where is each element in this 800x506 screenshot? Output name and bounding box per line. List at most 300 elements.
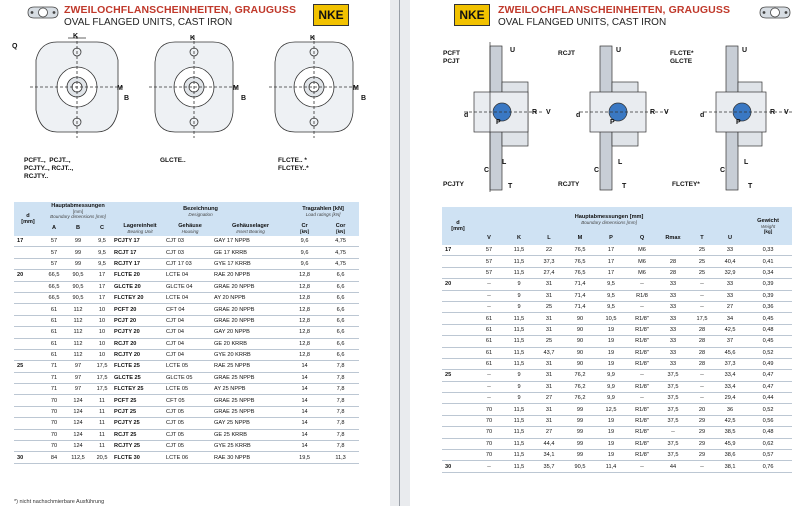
cell-cr: 12,8 — [287, 304, 322, 315]
cell-a: 70 — [42, 406, 66, 417]
cell-v: -- — [474, 461, 504, 472]
cell-a: 61 — [42, 327, 66, 338]
cell-l: 31 — [534, 415, 564, 426]
cell-k: 11,5 — [504, 358, 534, 369]
cell-p: 19 — [596, 358, 626, 369]
cell-b: 112 — [66, 315, 90, 326]
cell-q: M6 — [626, 267, 658, 278]
cell-m: 90 — [564, 313, 596, 324]
cell-v: -- — [474, 301, 504, 312]
cell-housing: CJT 04 — [166, 349, 214, 360]
sec1-dim-v: V — [546, 109, 551, 116]
cell-q: R1/8" — [626, 450, 658, 461]
cell-housing: GLCTE 05 — [166, 372, 214, 383]
cell-b: 124 — [66, 429, 90, 440]
sec1-dim-p: P — [496, 119, 501, 126]
cell-a: 57 — [42, 258, 66, 269]
cell-k: 11,5 — [504, 324, 534, 335]
table-row — [14, 327, 359, 338]
cell-u: 33 — [716, 279, 744, 290]
table-row — [442, 336, 792, 347]
cell-u: 40,4 — [716, 256, 744, 267]
cell-weight: 0,34 — [744, 267, 792, 278]
cell-d — [442, 301, 474, 312]
col-unit-header: Lagereinheit Bearing Unit — [114, 220, 166, 236]
cell-b: 112 — [66, 327, 90, 338]
cell-b: 124 — [66, 406, 90, 417]
col-a-header: A — [42, 220, 66, 236]
cell-q: R1/8" — [626, 381, 658, 392]
table-row — [14, 418, 359, 429]
cell-u: 33 — [716, 245, 744, 256]
table-row — [14, 452, 359, 463]
table-row — [14, 281, 359, 292]
cell-insert: GRAE 20 NPPB — [214, 315, 287, 326]
cell-t: 20 — [688, 404, 716, 415]
table-row — [14, 315, 359, 326]
table-row — [14, 338, 359, 349]
cell-l: 25 — [534, 301, 564, 312]
cell-u: 37,3 — [716, 358, 744, 369]
cell-unit: PCJT 25 — [114, 406, 166, 417]
table-row — [14, 406, 359, 417]
cell-cor: 7,8 — [322, 418, 359, 429]
cell-cr: 14 — [287, 361, 322, 372]
cell-q: R1/8 — [626, 290, 658, 301]
cell-p: 19 — [596, 438, 626, 449]
cell-cor: 7,8 — [322, 406, 359, 417]
cell-rmax: 37,5 — [658, 438, 688, 449]
r-col-l-header: L — [534, 231, 564, 245]
cell-insert: GYE 17 KRRB — [214, 258, 287, 269]
page-title-de-right: ZWEILOCHFLANSCHEINHEITEN, GRAUGUSS — [498, 4, 731, 16]
cell-t: 28 — [688, 347, 716, 358]
cell-cor: 6,6 — [322, 304, 359, 315]
fig1-dim-m: M — [117, 85, 123, 92]
cell-unit: FLCTEY 25 — [114, 384, 166, 395]
col-cor-header: Cor [kN] — [322, 220, 359, 236]
cell-insert: GYE 20 KRRB — [214, 349, 287, 360]
cell-weight: 0,47 — [744, 381, 792, 392]
cell-q: -- — [626, 279, 658, 290]
nke-logo: NKE — [313, 4, 349, 26]
table-row — [14, 372, 359, 383]
cell-c: 10 — [90, 327, 114, 338]
r-col-v-header: V — [474, 231, 504, 245]
cell-d: 30 — [442, 461, 474, 472]
cell-cr: 14 — [287, 384, 322, 395]
cell-cor: 7,8 — [322, 372, 359, 383]
cell-cr: 9,6 — [287, 258, 322, 269]
cell-v: 61 — [474, 358, 504, 369]
cell-housing: CFT 05 — [166, 395, 214, 406]
cell-l: 27 — [534, 427, 564, 438]
sec3-label-bottom: FLCTEY* — [672, 181, 700, 188]
sec1-dim-u: U — [510, 47, 516, 54]
sec2-dim-d: d — [576, 112, 581, 119]
cell-rmax: 37,5 — [658, 450, 688, 461]
cell-a: 66,5 — [42, 270, 66, 281]
cell-m: 71,4 — [564, 301, 596, 312]
cell-a: 70 — [42, 395, 66, 406]
cell-d — [14, 372, 42, 383]
cell-a: 61 — [42, 315, 66, 326]
title-block-right — [498, 4, 730, 28]
cell-cor: 6,6 — [322, 327, 359, 338]
cell-m: 76,2 — [564, 393, 596, 404]
page-title-de: ZWEILOCHFLANSCHEINHEITEN, GRAUGUSS — [64, 4, 297, 16]
cell-insert: GRAE 20 NPPB — [214, 304, 287, 315]
cell-housing: CJT 04 — [166, 315, 214, 326]
cell-housing: CJT 04 — [166, 327, 214, 338]
cell-u: 32,9 — [716, 267, 744, 278]
cell-housing: LCTE 06 — [166, 452, 214, 463]
title-block — [64, 4, 296, 28]
cell-a: 61 — [42, 349, 66, 360]
table-row — [14, 270, 359, 281]
cell-p: 19 — [596, 336, 626, 347]
cell-housing: CJT 05 — [166, 406, 214, 417]
cell-d — [442, 415, 474, 426]
cell-a: 61 — [42, 304, 66, 315]
cell-insert: GE 25 KRRB — [214, 429, 287, 440]
cell-unit: FLCTE 25 — [114, 361, 166, 372]
cell-weight: 0,57 — [744, 450, 792, 461]
cell-c: 11 — [90, 395, 114, 406]
cell-cr: 12,8 — [287, 338, 322, 349]
cell-v: -- — [474, 393, 504, 404]
cell-rmax — [658, 245, 688, 256]
cell-unit: GLCTE 25 — [114, 372, 166, 383]
cell-cr: 14 — [287, 372, 322, 383]
cell-cor: 6,6 — [322, 315, 359, 326]
cell-p: 19 — [596, 324, 626, 335]
cell-weight: 0,48 — [744, 324, 792, 335]
table-row — [14, 395, 359, 406]
fig3-label: FLCTE.. * FLCTEY..* — [278, 157, 309, 173]
r-col-q-header: Q — [626, 231, 658, 245]
cell-d: 30 — [14, 452, 42, 463]
cell-d — [14, 327, 42, 338]
cell-rmax: 33 — [658, 290, 688, 301]
cell-rmax: 33 — [658, 279, 688, 290]
cell-q: R1/8" — [626, 438, 658, 449]
table-row — [14, 384, 359, 395]
cell-q: -- — [626, 393, 658, 404]
cell-c: 10 — [90, 349, 114, 360]
sec1-dim-c: C — [484, 167, 490, 174]
cell-c: 9,5 — [90, 258, 114, 269]
cell-housing: LCTE 05 — [166, 384, 214, 395]
cell-insert: GRAE 20 NPPB — [214, 281, 287, 292]
table-row — [442, 267, 792, 278]
cell-v: 57 — [474, 267, 504, 278]
sec2-dim-t: T — [622, 183, 627, 190]
cell-p: 19 — [596, 347, 626, 358]
cell-housing: LCTE 04 — [166, 292, 214, 303]
cell-p: 19 — [596, 427, 626, 438]
cell-weight: 0,45 — [744, 336, 792, 347]
r-col-m-header: M — [564, 231, 596, 245]
cell-t: 28 — [688, 358, 716, 369]
cell-u: 42,5 — [716, 415, 744, 426]
cell-q: M6 — [626, 245, 658, 256]
cell-t: -- — [688, 461, 716, 472]
cell-rmax: 37,5 — [658, 381, 688, 392]
cell-c: 11 — [90, 418, 114, 429]
table-row — [442, 347, 792, 358]
cell-c: 10 — [90, 315, 114, 326]
cell-cr: 19,5 — [287, 452, 322, 463]
cell-k: 11,5 — [504, 245, 534, 256]
sec3-dim-d: d — [700, 112, 705, 119]
cell-u: 38,1 — [716, 461, 744, 472]
cell-v: -- — [474, 290, 504, 301]
cell-rmax: 37,5 — [658, 393, 688, 404]
cell-t: 17,5 — [688, 313, 716, 324]
section-rcjt-drawing — [570, 42, 680, 194]
col-housing-header: Gehäuse Housing — [166, 220, 214, 236]
cell-cor: 4,75 — [322, 247, 359, 258]
cell-m: 99 — [564, 427, 596, 438]
cell-t: 29 — [688, 427, 716, 438]
fig1-dim-k: K — [73, 33, 79, 40]
cell-t: -- — [688, 290, 716, 301]
cell-insert: RAE 30 NPPB — [214, 452, 287, 463]
cell-weight: 0,33 — [744, 245, 792, 256]
cell-v: 70 — [474, 404, 504, 415]
cell-d — [14, 304, 42, 315]
cell-rmax: 33 — [658, 313, 688, 324]
cell-q: R1/8" — [626, 404, 658, 415]
cell-d — [14, 384, 42, 395]
cell-cor: 7,8 — [322, 384, 359, 395]
cell-insert: GAY 25 NPPB — [214, 418, 287, 429]
cell-c: 17 — [90, 292, 114, 303]
nke-logo-right: NKE — [454, 4, 490, 26]
cell-p: 9,9 — [596, 381, 626, 392]
cell-l: 34,1 — [534, 450, 564, 461]
sec3-dim-t: T — [748, 183, 753, 190]
cell-housing: CJT 05 — [166, 441, 214, 452]
cell-cr: 14 — [287, 406, 322, 417]
figure-glcte-drawing — [135, 34, 250, 144]
footnote: *) nicht nachschmierbare Ausführung — [14, 499, 105, 505]
cell-cr: 12,8 — [287, 315, 322, 326]
sec1-label-bottom: PCJTY — [443, 181, 464, 188]
fig3-dim-k: K — [310, 35, 316, 42]
cell-rmax: 33 — [658, 301, 688, 312]
section-pcft-drawing — [444, 42, 554, 194]
r-weight-header: Gewicht Weight [kg] — [744, 207, 792, 245]
cell-d — [442, 347, 474, 358]
cell-rmax: 44 — [658, 461, 688, 472]
cell-m: 76,5 — [564, 256, 596, 267]
cell-d — [14, 338, 42, 349]
cell-unit: RCJT 17 — [114, 247, 166, 258]
col-d-header: d [mm] — [14, 202, 42, 236]
cell-k: 9 — [504, 301, 534, 312]
cell-k: 11,5 — [504, 450, 534, 461]
table-row — [442, 290, 792, 301]
sec2-label-bottom: RCJTY — [558, 181, 580, 188]
cell-rmax: 28 — [658, 267, 688, 278]
col-c-header: C — [90, 220, 114, 236]
cell-c: 9,5 — [90, 236, 114, 247]
cell-m: 99 — [564, 450, 596, 461]
cell-k: 11,5 — [504, 427, 534, 438]
cell-c: 17,5 — [90, 384, 114, 395]
cell-rmax: 33 — [658, 324, 688, 335]
cell-c: 10 — [90, 338, 114, 349]
cell-a: 71 — [42, 384, 66, 395]
cell-rmax: 33 — [658, 336, 688, 347]
cell-housing: CJT 03 — [166, 236, 214, 247]
cell-b: 124 — [66, 441, 90, 452]
cell-d — [14, 406, 42, 417]
table-row — [442, 393, 792, 404]
cell-a: 61 — [42, 338, 66, 349]
sec2-dim-c: C — [594, 167, 600, 174]
cell-d: 20 — [14, 270, 42, 281]
cell-unit: RCJT 25 — [114, 429, 166, 440]
cell-d — [442, 256, 474, 267]
cell-insert: GE 20 KRRB — [214, 338, 287, 349]
cell-b: 99 — [66, 236, 90, 247]
cell-b: 112 — [66, 304, 90, 315]
cell-unit: PCJT 20 — [114, 315, 166, 326]
cell-d — [14, 292, 42, 303]
cell-l: 35,7 — [534, 461, 564, 472]
fig1-dim-q: Q — [12, 43, 18, 50]
cell-v: -- — [474, 370, 504, 381]
fig2-dim-m: M — [233, 85, 239, 92]
cell-insert: GRAE 25 NPPB — [214, 395, 287, 406]
r-col-u-header: U — [716, 231, 744, 245]
table-row — [442, 301, 792, 312]
cell-l: 43,7 — [534, 347, 564, 358]
r-col-d-header: d [mm] — [442, 207, 474, 245]
sec3-dim-l: L — [744, 159, 749, 166]
cell-cor: 7,8 — [322, 361, 359, 372]
cell-m: 76,2 — [564, 370, 596, 381]
cell-weight: 0,76 — [744, 461, 792, 472]
cell-t: 25 — [688, 245, 716, 256]
table-row — [442, 358, 792, 369]
cell-unit: PCJTY 25 — [114, 418, 166, 429]
cell-t: -- — [688, 393, 716, 404]
cell-d — [442, 381, 474, 392]
cell-d — [14, 349, 42, 360]
cell-insert: GRAE 25 NPPB — [214, 406, 287, 417]
cell-d — [442, 290, 474, 301]
cell-v: -- — [474, 279, 504, 290]
table-row — [14, 349, 359, 360]
cell-d — [14, 395, 42, 406]
cell-d — [14, 429, 42, 440]
cell-cr: 14 — [287, 429, 322, 440]
cell-l: 37,3 — [534, 256, 564, 267]
cell-t: 28 — [688, 336, 716, 347]
table-row — [442, 279, 792, 290]
cell-cor: 6,6 — [322, 349, 359, 360]
table-row — [442, 256, 792, 267]
cell-rmax: 37,5 — [658, 415, 688, 426]
cell-cor: 7,8 — [322, 441, 359, 452]
table-row — [442, 324, 792, 335]
cell-d — [14, 258, 42, 269]
cell-l: 44,4 — [534, 438, 564, 449]
sec3-dim-p: P — [736, 119, 741, 126]
page-gutter — [390, 0, 410, 506]
designation-header: Bezeichnung Designation — [114, 202, 287, 220]
cell-b: 97 — [66, 361, 90, 372]
cell-d — [442, 438, 474, 449]
cell-k: 11,5 — [504, 336, 534, 347]
cell-rmax: 33 — [658, 347, 688, 358]
cell-u: 42,5 — [716, 324, 744, 335]
sec3-dim-u: U — [742, 47, 748, 54]
cell-k: 9 — [504, 393, 534, 404]
table-row — [14, 441, 359, 452]
cell-weight: 0,56 — [744, 415, 792, 426]
table-row — [442, 415, 792, 426]
page-title-en-right: OVAL FLANGED UNITS, CAST IRON — [498, 17, 667, 28]
cell-t: -- — [688, 301, 716, 312]
cell-d — [442, 393, 474, 404]
cell-k: 11,5 — [504, 461, 534, 472]
sec3-dim-r: R — [770, 109, 776, 116]
cell-cor: 11,3 — [322, 452, 359, 463]
cell-cr: 12,8 — [287, 349, 322, 360]
cell-p: 9,9 — [596, 370, 626, 381]
cell-d — [442, 404, 474, 415]
main-dims-header: Hauptabmessungen [mm] Boundary dimensions [mm] — [42, 202, 114, 220]
table-row — [442, 438, 792, 449]
cell-unit: PCFT 25 — [114, 395, 166, 406]
load-ratings-header: Tragzahlen [kN] Load ratings [kN] — [287, 202, 359, 220]
cell-unit: FLCTE 30 — [114, 452, 166, 463]
sec1-label-top: PCFT PCJT — [443, 50, 460, 66]
cell-cor: 6,6 — [322, 338, 359, 349]
cell-d — [442, 313, 474, 324]
cell-unit: PCJTY 20 — [114, 327, 166, 338]
cell-l: 27,4 — [534, 267, 564, 278]
cell-d: 20 — [442, 279, 474, 290]
cell-a: 66,5 — [42, 292, 66, 303]
cell-d — [442, 324, 474, 335]
figure-flcte-drawing — [255, 34, 370, 144]
r-col-t-header: T — [688, 231, 716, 245]
cell-weight: 0,39 — [744, 290, 792, 301]
cell-u: 38,6 — [716, 450, 744, 461]
cell-cr: 14 — [287, 395, 322, 406]
cell-weight: 0,39 — [744, 279, 792, 290]
cell-q: R1/8" — [626, 415, 658, 426]
cell-a: 70 — [42, 418, 66, 429]
cell-q: M6 — [626, 256, 658, 267]
sec1-dim-l: L — [502, 159, 507, 166]
cell-u: 34 — [716, 313, 744, 324]
cell-cr: 9,6 — [287, 236, 322, 247]
cell-q: R1/8" — [626, 358, 658, 369]
cell-cr: 12,8 — [287, 270, 322, 281]
cell-k: 9 — [504, 290, 534, 301]
cell-insert: GYE 25 KRRB — [214, 441, 287, 452]
cell-u: 38,5 — [716, 427, 744, 438]
cell-p: 9,5 — [596, 279, 626, 290]
cell-d: 17 — [14, 236, 42, 247]
